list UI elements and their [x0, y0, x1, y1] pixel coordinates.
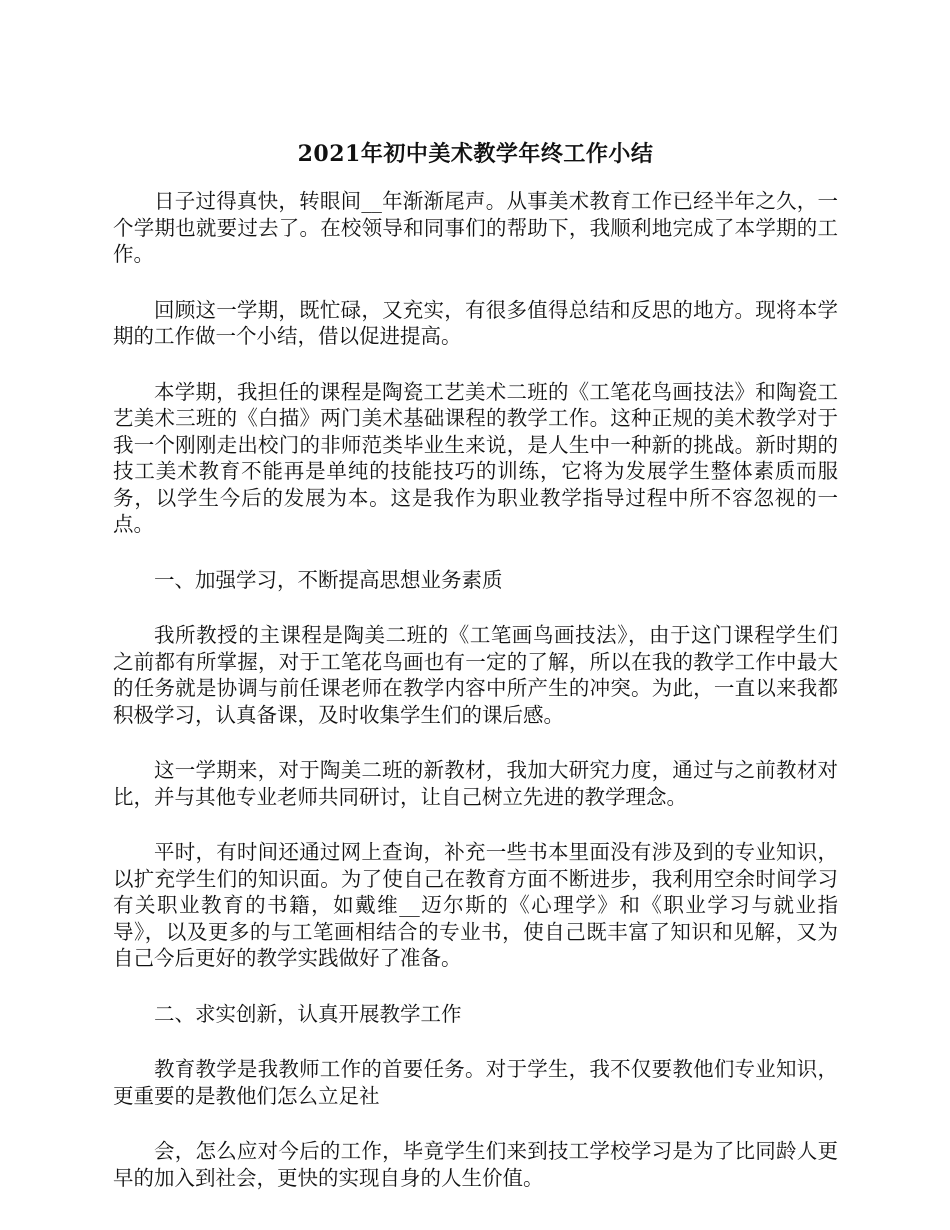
- paragraph-teaching-task: 教育教学是我教师工作的首要任务。对于学生，我不仅要教他们专业知识，更重要的是教他们怎么立足社: [113, 1057, 838, 1108]
- paragraph-intro: 日子过得真快，转眼间__年渐渐尾声。从事美术教育工作已经半年之久，一个学期也就要过去了。在校领导和同事们的帮助下，我顺利地完成了本学期的工作。: [113, 189, 838, 266]
- paragraph-courses: 本学期，我担任的课程是陶瓷工艺美术二班的《工笔花鸟画技法》和陶瓷工艺美术三班的《白描》两门美术基础课程的教学工作。这种正规的美术教学对于我一个刚刚走出校门的非师范类毕业生来说，是人生中一种新的挑战。新时期的技工美术教育不能再是单纯的技能技巧的训练，它将为发展学生整体素质而服务，以学生今后的发展为本。这是我作为职业教学指导过程中所不容忽视的一点。: [113, 379, 838, 536]
- paragraph-new-materials: 这一学期来，对于陶美二班的新教材，我加大研究力度，通过与之前教材对比，并与其他专业老师共同研讨，让自己树立先进的教学理念。: [113, 758, 838, 809]
- document-page: [113, 138, 838, 1220]
- section-heading-1: 一、加强学习，不断提高思想业务素质: [154, 567, 503, 592]
- paragraph-main-course: 我所教授的主课程是陶美二班的《工笔画鸟画技法》，由于这门课程学生们之前都有所掌握，对于工笔花鸟画也有一定的了解，所以在我的教学工作中最大的任务就是协调与前任课老师在教学内容中所产生的冲突。为此，一直以来我都积极学习，认真备课，及时收集学生们的课后感。: [113, 623, 838, 727]
- paragraph-society: 会，怎么应对今后的工作，毕竟学生们来到技工学校学习是为了比同龄人更早的加入到社会，更快的实现自身的人生价值。: [113, 1139, 838, 1190]
- document-title: 2021年初中美术教学年终工作小结: [297, 141, 654, 167]
- section-heading-2: 二、求实创新，认真开展教学工作: [154, 1001, 462, 1026]
- paragraph-self-study: 平时，有时间还通过网上查询，补充一些书本里面没有涉及到的专业知识，以扩充学生们的知识面。为了使自己在教育方面不断进步，我利用空余时间学习有关职业教育的书籍，如戴维__迈尔斯的《心理学》和《职业学习与就业指导》，以及更多的与工笔画相结合的专业书，使自己既丰富了知识和见解，又为自己今后更好的教学实践做好了准备。: [113, 840, 838, 970]
- paragraph-review: 回顾这一学期，既忙碌，又充实，有很多值得总结和反思的地方。现将本学期的工作做一个小结，借以促进提高。: [113, 297, 838, 348]
